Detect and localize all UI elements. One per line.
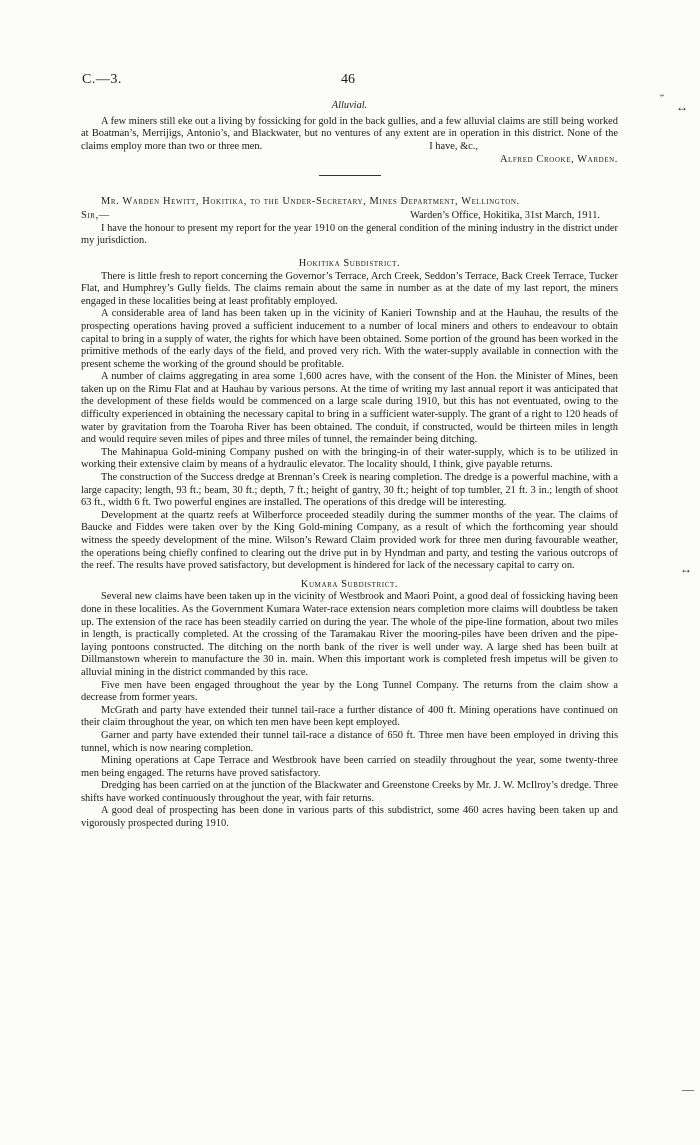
hokitika-paragraph: The Mahinapua Gold-mining Company pushed on with the bringing-in of their water-supply, which is to be utilized in working their extensive claim by means of a hydraulic elevator. The locality should, I think, give payable returns. [81,446,618,471]
margin-mark-top: ˝ [660,92,664,106]
kumara-paragraph: Dredging has been carried on at the junction of the Blackwater and Greenstone Creeks by Mr. J. W. McIlroy’s dredge. Three shifts have worked continuously throughout the year, with fair returns. [81,780,618,804]
salutation: Sir,— [81,210,110,222]
kumara-paragraph: Several new claims have been taken up in the vicinity of Westbrook and Maori Point, a good deal of fossicking having been done in these localities. As the Government Kumara Water-race extension nears completion more claims will doubtless be taken up. The extension of the race has been steadily carried on during the year. The whole of the pipe-line formation, about two miles in length, is practically completed. At the crossing of the Taramakau River the mooring-piles have been driven and the pipe-laying pontoons constructed. The ditching on the north bank of the river is well under way. A large shed has been built at Dillmanstown wherein to manufacture the 30 in. main. When this important work is completed fresh impetus will be given to alluvial mining in the district commanded by this race. [81,591,618,678]
warden-signature: Alfred Crooke, Warden. [499,153,618,165]
hokitika-paragraph: A considerable area of land has been taken up in the vicinity of Kanieri Township and at the Hauhau, the results of the prospecting operations having proved a sufficient inducement to a number of local miners and others to endeavour to obtain capital to bring in a supply of water, the rights for which have been obtained. Some portion of the ground has been worked in the primitive methods of the early days of the field, and proved very rich. With the water-supply available in connection with the present scheme the working of the ground should be profitable. [81,308,618,370]
kumara-paragraph: Five men have been engaged throughout the year by the Long Tunnel Company. The returns from the claim show a decrease from former years. [81,679,618,704]
office-date: Warden’s Office, Hokitika, 31st March, 1911. [410,210,600,222]
letter-intro: I have the honour to present my report for the year 1910 on the general condition of the mining industry in the district under my jurisdiction. [81,222,618,247]
salutation-line [81,210,618,223]
hokitika-paragraph: The construction of the Success dredge at Brennan’s Creek is nearing completion. The dredge is a powerful machine, with a large capacity; length, 93 ft.; beam, 30 ft.; depth, 7 ft.; height of gantry, 30 ft.; height of top tumbler, 21 ft. 3 in.; length of shoot 63 ft., width 6 ft. Two powerful engines are installed. The operations of this dredge will be interesting. [81,472,618,509]
hokitika-paragraph: A number of claims aggregating in area some 1,600 acres have, with the consent of the Hon. the Minister of Mines, been taken up on the Rimu Flat and at Hauhau by various persons. At the time of writing my last annual report it was anticipated that the development of these fields would be commenced on a large scale during 1910, but this has not eventuated, owing to the difficulty experienced in obtaining the necessary capital to bring in a sufficient water-supply. The grant of a right to 120 heads of water by gravitation from the Toaroha River has been obtained. The conduit, if constructed, would be thirteen miles in length and would require seven miles of pipes and three miles of tunnel, the remainder being ditching. [81,371,618,446]
kumara-paragraph: McGrath and party have extended their tunnel tail-race a further distance of 400 ft. Mining operations have continued on their claim throughout the year, on which ten men have been kept employed. [81,704,618,729]
document-body [81,100,618,831]
section-heading-kumara: Kumara Subdistrict. [300,578,399,590]
kumara-paragraph: Garner and party have extended their tunnel tail-race a distance of 650 ft. Three men have been employed in driving this tunnel, which is now nearing completion. [81,729,618,754]
document-code: C.—3. [82,72,122,87]
alluvial-paragraph: A few miners still eke out a living by fossicking for gold in the back gullies, and a few alluvial claims are still being worked at Boatman’s, Merrijigs, Antonio’s, and Blackwater, but no ventures of any extent are in operation in this district. None of the claims employ more than two or three men. [81,115,618,152]
page-number: 46 [341,72,355,87]
hokitika-paragraph: There is little fresh to report concerning the Governor’s Terrace, Arch Creek, Seddon’s Terrace, Back Creek Terrace, Tucker Flat, and Humphrey’s Gully fields. The claims remain about the same in number as at the date of my last report, the miners engaged in these localities being at least profitably employed. [81,270,618,307]
hokitika-paragraph: Development at the quartz reefs at Wilberforce proceeded steadily during the summer months of the year. The claims of Baucke and Fiddes were taken over by the King Gold-mining Company, as a result of which the forthcoming year should witness the speedy development of the mine. Wilson’s Reward Claim provided work for three men during favourable weather, the operations being chiefly confined to clearing out the drive put in by Hyndman and party, and testing the various outcrops of the reef. The results have proved satisfactory, but development is hindered for lack of the necessary capital to carry on. [81,509,618,572]
kumara-paragraph: A good deal of prospecting has been done in various parts of this subdistrict, some 460 acres having been taken up and vigorously prospected during 1910. [81,805,618,830]
section-heading-alluvial: Alluvial. [331,100,368,111]
letter-address: Mr. Warden Hewitt, Hokitika, to the Under-Secretary, Mines Department, Wellington. [101,195,520,207]
margin-mark-arrow: ↔ [676,100,688,114]
margin-mark-mid: ↔ [680,562,692,576]
kumara-paragraph: Mining operations at Cape Terrace and Westbrook have been carried on steadily throughout the year, some twenty-three men being engaged. The returns have proved satisfactory. [81,755,618,779]
margin-mark-bottom: — [682,1082,694,1096]
section-heading-hokitika: Hokitika Subdistrict. [298,257,401,269]
section-divider [319,175,381,176]
closing-formula: I have, &c., [429,141,478,153]
